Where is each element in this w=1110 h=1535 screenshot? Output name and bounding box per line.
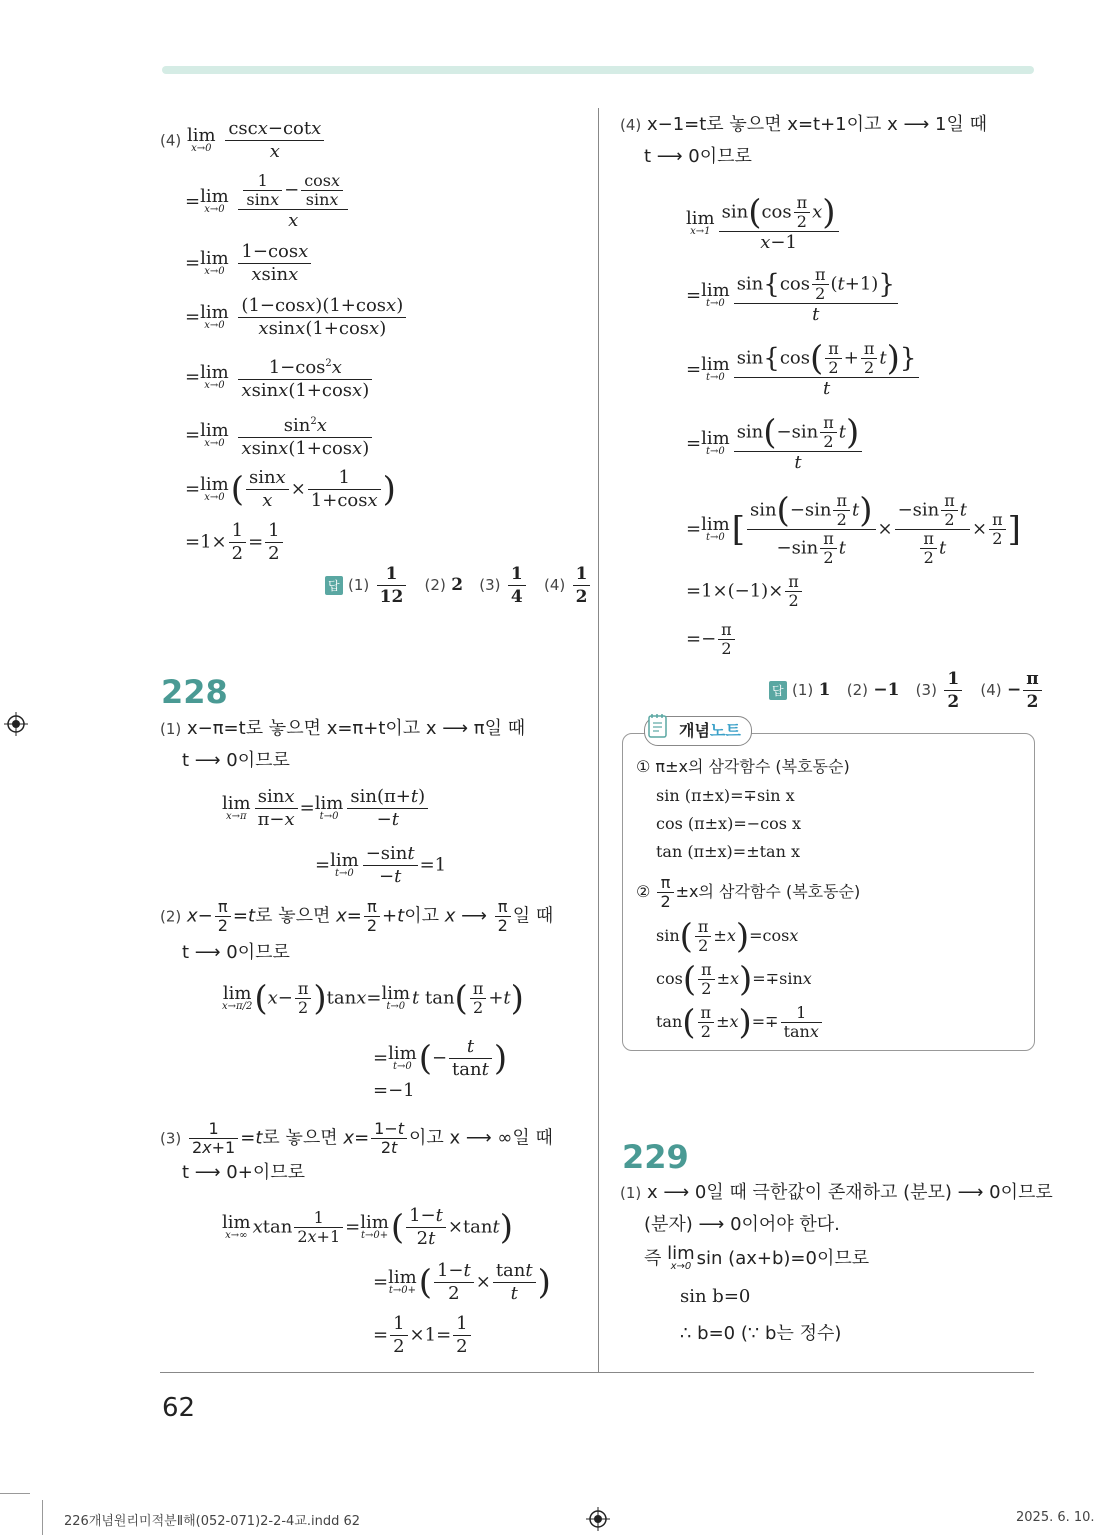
note-line-4: sin( $\frac{\pi}{2}$ ±x)=cosx <box>656 916 799 957</box>
eq-l4-line5: = lim x→0 $\frac{1-\cos^2x}{xsinx(1+\cos x)}$ <box>185 353 374 402</box>
note-line-2: cos (π±x)=−cos x <box>656 814 802 833</box>
item-label: (4) <box>160 131 182 150</box>
note-heading-2: ② $\frac{\pi}{2}$ ±x의 삼각함수 (복호동순) <box>636 873 861 911</box>
column-divider <box>598 108 599 1373</box>
footer-date: 2025. 6. 10. <box>1016 1510 1095 1525</box>
p229-line5: ∴ b=0 (∵ b는 정수) <box>680 1323 842 1344</box>
p228-s2-cond: t ⟶ 0이므로 <box>182 942 290 963</box>
notepad-icon <box>646 712 670 740</box>
note-line-5: cos( $\frac{\pi}{2}$ ±x)=∓sinx <box>656 959 812 1000</box>
p228-s3-intro: (3) $\frac{1}{2x+1}$ =t로 놓으면 x= $\frac{1-t}{2t}$ 이고 x ⟶ ∞일 때 <box>160 1119 553 1157</box>
eq-228-1a: lim x→π $\frac{\sin x}{\pi-x}$ = lim t→0 $\frac{\sin(\pi+t)}{-t}$ <box>222 786 430 831</box>
registration-mark-icon <box>586 1507 610 1531</box>
p228-s3-cond: t ⟶ 0+이므로 <box>182 1162 306 1183</box>
p229-line1: (1) x ⟶ 0일 때 극한값이 존재하고 (분모) ⟶ 0이므로 <box>620 1182 1053 1203</box>
eq-l4-line1: (4) lim x→0 $\frac{\csc x-\cot x}{x}$ <box>160 118 326 163</box>
eq-r4-line7: =− $\frac{\pi}{2}$ <box>686 621 737 658</box>
answer-badge: 답 <box>769 681 787 700</box>
eq-228-2a: lim x→π/2 (x− $\frac{\pi}{2}$ )tanx= lim t→0 t tan( $\frac{\pi}{2}$ +t) <box>222 978 524 1019</box>
eq-l4-line6: = lim x→0 $\frac{\sin^2x}{xsinx(1+\cos x)}$ <box>185 411 374 460</box>
eq-228-2b: = lim t→0 (− $\frac{t}{\tan t}$ ) <box>373 1036 508 1080</box>
footer-divider <box>42 1500 43 1535</box>
eq-r4-line1: lim x→1 sin(cos $\frac{\pi}{2}$ x) x−1 <box>686 194 841 254</box>
eq-l4-line8: =1× $\frac{1}{2}$ = $\frac{1}{2}$ <box>185 520 285 565</box>
eq-228-3c: = $\frac{1}{2}$ ×1= $\frac{1}{2}$ <box>373 1313 473 1358</box>
answer-row-right: 답 (1) 1 (2) −1 (3) $\frac{1}{2}$ (4) − $\frac{\pi}{2}$ <box>769 668 1044 713</box>
note-heading-1: ① π±x의 삼각함수 (복호동순) <box>636 757 850 776</box>
eq-r4-line6: =1×(−1)× $\frac{\pi}{2}$ <box>686 573 804 610</box>
eq-r4-line3: = lim t→0 sin{cos( $\frac{\pi}{2}$ + $\frac{\pi}{2}$ t)} t <box>686 340 921 400</box>
eq-r4-line2: = lim t→0 sin{cos $\frac{\pi}{2}$ (t+1)} t <box>686 266 900 326</box>
concept-note-title: 개념노트 <box>644 716 752 746</box>
note-line-1: sin (π±x)=∓sin x <box>656 786 795 805</box>
eq-228-3a: lim x→∞ xtan $\frac{1}{2x+1}$ = lim t→0+ ( $\frac{1-t}{2t}$ ×tant) <box>222 1205 513 1249</box>
p228-s2-intro: (2) x− $\frac{\pi}{2}$ =t로 놓으면 x= $\frac{\pi}{2}$ +t이고 x ⟶ $\frac{\pi}{2}$ 일 때 <box>160 897 554 935</box>
eq-l4-line4: = lim x→0 $\frac{(1-\cos x)(1+\cos x)}{xsinx(1+\cos x)}$ <box>185 295 408 340</box>
note-line-3: tan (π±x)=±tan x <box>656 842 800 861</box>
eq-l4-line7: = lim x→0 ( $\frac{\sin x}{x}$ × $\frac{1}{1+\cos x}$ ) <box>185 467 396 511</box>
answer-row-left: 답 (1) $\frac{1}{12}$ (2) 2 (3) $\frac{1}{4}$ (4) $\frac{1}{2}$ <box>325 563 592 608</box>
p228-s1-intro: (1) x−π=t로 놓으면 x=π+t이고 x ⟶ π일 때 <box>160 718 526 739</box>
p229-line4: sin b=0 <box>680 1286 751 1307</box>
p229-line2: (분자) ⟶ 0이어야 한다. <box>644 1214 840 1235</box>
problem-number-229: 229 <box>622 1138 689 1176</box>
eq-r4-line4: = lim t→0 sin(−sin $\frac{\pi}{2}$ t) t <box>686 414 864 474</box>
eq-l4-line3: = lim x→0 $\frac{1-\cos x}{xsinx}$ <box>185 241 313 286</box>
eq-r4-line5: = lim t→0 [ sin(−sin $\frac{\pi}{2}$ t) −sin $\frac{\pi}{2}$ t × −sin $\frac{\pi}{2}$ t $\frac{\pi}{2}$ t × $\frac{\pi}{2}$ ] <box>686 490 1021 567</box>
page-number: 62 <box>162 1393 196 1423</box>
bottom-rule <box>160 1372 1034 1373</box>
eq-228-3b: = lim t→0+ ( $\frac{1-t}{2}$ × $\frac{\tan t}{t}$ ) <box>373 1260 551 1304</box>
right-l4-intro: (4) x−1=t로 놓으면 x=t+1이고 x ⟶ 1일 때 <box>620 114 987 135</box>
problem-number-228: 228 <box>161 673 228 711</box>
p229-line3: 즉 lim x→0 sin (ax+b)=0이므로 <box>644 1243 870 1272</box>
eq-228-1b: = lim t→0 $\frac{-\sin t}{-t}$ =1 <box>315 843 447 887</box>
p228-s1-cond: t ⟶ 0이므로 <box>182 750 290 771</box>
footer-file: 226개념원리미적분Ⅱ해(052-071)2-2-4교.indd 62 <box>64 1514 361 1529</box>
registration-mark-icon <box>4 712 28 736</box>
eq-l4-line2: = lim x→0 $\frac{1}{\sin x}$ − $\frac{\cos x}{\sin x}$ x <box>185 172 350 232</box>
footer-rule <box>0 1493 30 1494</box>
top-band <box>162 66 1034 74</box>
answer-badge: 답 <box>325 576 343 595</box>
eq-228-2c: =−1 <box>373 1080 415 1101</box>
note-line-6: tan( $\frac{\pi}{2}$ ±x)=∓ $\frac{1}{\tan x}$ <box>656 1004 824 1041</box>
right-l4-cond: t ⟶ 0이므로 <box>644 146 752 167</box>
